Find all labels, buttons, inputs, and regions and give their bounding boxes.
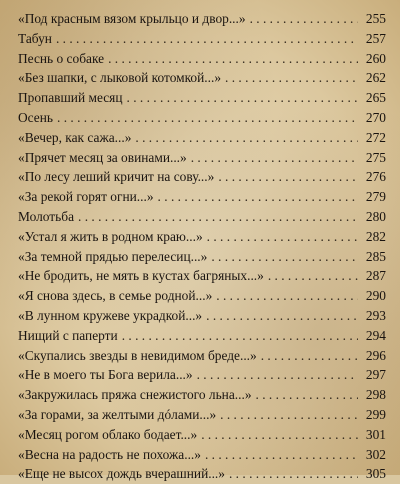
toc-page-number: 285 (365, 248, 386, 264)
toc-entry (18, 405, 386, 425)
toc-entry-title: Осень (18, 109, 53, 125)
toc-entry (18, 346, 386, 366)
toc-entry (18, 425, 386, 445)
toc-entry (18, 68, 386, 88)
toc-entry (18, 266, 386, 286)
toc-entry (18, 445, 386, 465)
toc-page-number: 280 (365, 208, 386, 224)
toc-page-number: 301 (365, 426, 386, 442)
toc-page-number: 260 (365, 50, 386, 66)
toc-entry-title: «Я снова здесь, в семье родной...» (18, 288, 213, 304)
toc-entry-title: «За горами, за желтыми дóлами...» (18, 406, 217, 422)
toc-page-number: 296 (365, 347, 386, 363)
dot-leader (207, 227, 358, 247)
toc-entry-title: Нищий с паперти (18, 327, 118, 343)
toc-page-number: 287 (365, 268, 386, 284)
toc-entry-title: «Еще не высох дождь вчерашний...» (18, 466, 225, 482)
toc-page-number: 262 (365, 70, 386, 86)
dot-leader (158, 187, 358, 207)
dot-leader (268, 266, 358, 286)
dot-leader (220, 405, 358, 425)
dot-leader (201, 425, 358, 445)
toc-entry-title: «Вечер, как сажа...» (18, 129, 132, 145)
toc-page-number: 279 (365, 189, 386, 205)
dot-leader (127, 88, 358, 108)
toc-page-number: 275 (365, 149, 386, 165)
toc-entry-title: «Не в моего ты Бога верила...» (18, 367, 193, 383)
toc-entry-title: Молотьба (18, 208, 75, 224)
toc-entry (18, 247, 386, 267)
toc-entry (18, 365, 386, 385)
toc-entry-title: «Без шапки, с лыковой котомкой...» (18, 70, 222, 86)
toc-page-number: 298 (365, 387, 386, 403)
toc-entry-title: Песнь о собаке (18, 50, 105, 66)
toc-entry-title: «Весна на радость не похожа...» (18, 446, 201, 462)
toc-page-number: 265 (365, 90, 386, 106)
toc-entry-title: «За темной прядью перелесиц...» (18, 248, 208, 264)
toc-entry-title: «Месяц рогом облако бодает...» (18, 426, 198, 442)
toc-entry (18, 167, 386, 187)
dot-leader (216, 286, 358, 306)
toc-entry (18, 286, 386, 306)
toc-entry-title: «Не бродить, не мять в кустах багряных...» (18, 268, 264, 284)
toc-entry (18, 227, 386, 247)
toc-entry-title: «Закружилась пряжа снежистого льна...» (18, 387, 252, 403)
toc-page-number: 257 (365, 30, 386, 46)
toc-page-number: 255 (365, 11, 386, 26)
dot-leader (57, 108, 358, 128)
toc-entry (18, 9, 386, 29)
toc-entry (18, 148, 386, 168)
dot-leader (261, 346, 358, 366)
toc-page-number: 294 (365, 327, 386, 343)
toc-entry (18, 88, 386, 108)
toc-page-number: 305 (365, 466, 386, 482)
dot-leader (78, 207, 358, 227)
toc-entry-title: Пропавший месяц (18, 90, 123, 106)
toc-page-number: 272 (365, 129, 386, 145)
dot-leader (197, 365, 358, 385)
toc-entry (18, 385, 386, 405)
dot-leader (211, 247, 358, 267)
toc-entry-title: «Прячет месяц за овинами...» (18, 149, 187, 165)
toc-page-number: 270 (365, 109, 386, 125)
dot-leader (56, 29, 358, 49)
dot-leader (225, 68, 358, 88)
toc-entry (18, 187, 386, 207)
toc-entry-title: «За рекой горят огни...» (18, 189, 154, 205)
dot-leader (218, 167, 358, 187)
toc-entry (18, 207, 386, 227)
toc-entry (18, 49, 386, 69)
dot-leader (229, 464, 358, 484)
dot-leader (191, 148, 358, 168)
toc-page-number: 297 (365, 367, 386, 383)
toc-page-number: 290 (365, 288, 386, 304)
toc-entry (18, 326, 386, 346)
toc-entry-title: «Устал я жить в родном краю...» (18, 228, 203, 244)
toc-entry (18, 29, 386, 49)
toc-entry (18, 108, 386, 128)
dot-leader (205, 445, 358, 465)
toc-entry-title: «Под красным вязом крыльцо и двор...» (18, 11, 246, 26)
dot-leader (206, 306, 358, 326)
table-of-contents (18, 9, 386, 484)
toc-entry (18, 464, 386, 484)
dot-leader (122, 326, 358, 346)
toc-entry (18, 128, 386, 148)
toc-page-number: 276 (365, 169, 386, 185)
toc-entry-title: Табун (18, 30, 52, 46)
dot-leader (250, 9, 358, 29)
dot-leader (256, 385, 358, 405)
toc-entry-title: «В лунном кружеве украдкой...» (18, 307, 203, 323)
toc-page-number: 293 (365, 307, 386, 323)
toc-page-number: 299 (365, 406, 386, 422)
toc-page-number: 302 (365, 446, 386, 462)
dot-leader (108, 49, 358, 69)
toc-page-number: 282 (365, 228, 386, 244)
toc-entry-title: «По лесу леший кричит на сову...» (18, 169, 215, 185)
dot-leader (135, 128, 358, 148)
toc-entry (18, 306, 386, 326)
toc-entry-title: «Скупались звезды в невидимом бреде...» (18, 347, 257, 363)
